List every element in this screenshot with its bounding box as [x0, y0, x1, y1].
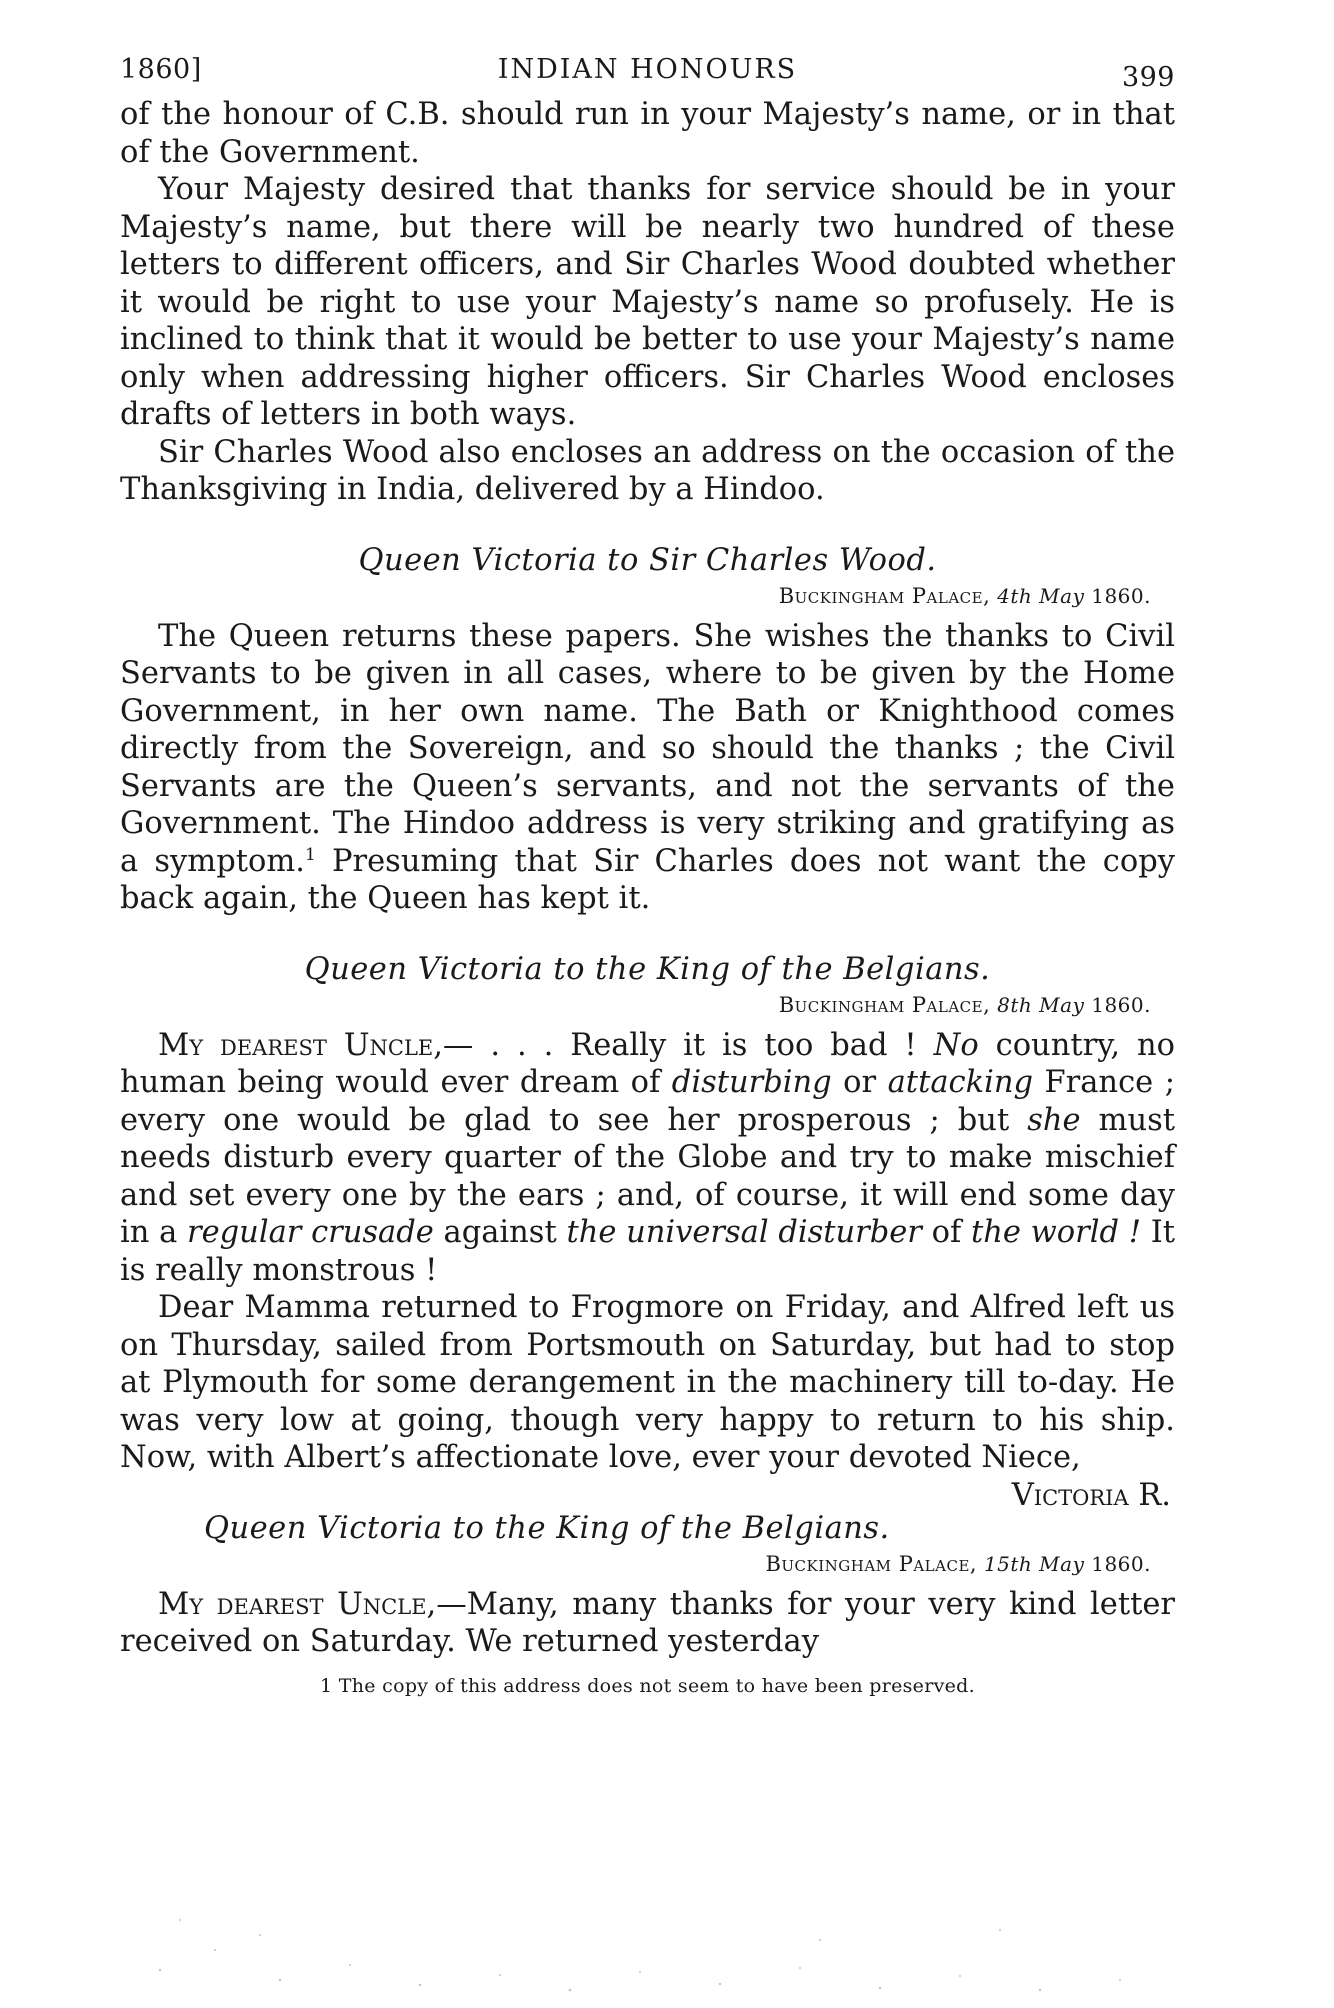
dateline-year: 1860. — [1091, 583, 1151, 608]
italic-run: disturbing — [671, 1065, 832, 1100]
letter-heading: Queen Victoria to the King of the Belgians. — [203, 1510, 890, 1546]
footnote-reference: 1 — [304, 844, 316, 865]
dateline-day: 4th — [997, 583, 1033, 608]
text-run: It is really monstrous ! — [120, 1215, 1175, 1288]
scan-noise — [120, 1880, 1180, 2000]
text-run: or — [831, 1065, 888, 1100]
salutation: My dearest Uncle,— — [158, 1027, 474, 1063]
dateline-place: Buckingham Palace, — [778, 992, 991, 1017]
dateline-day: 15th — [983, 1551, 1033, 1576]
dateline-year: 1860. — [1091, 992, 1151, 1017]
dateline-month: May — [1039, 1551, 1085, 1576]
dateline-place: Buckingham Palace, — [765, 1551, 978, 1576]
letter-dateline — [120, 993, 1151, 1017]
book-page — [120, 48, 1175, 1697]
dateline-year: 1860. — [1091, 1551, 1151, 1576]
text-run: Many, many thanks for your very kind letter received on Saturday. We returned yesterday — [120, 1586, 1175, 1659]
paragraph — [120, 1586, 1175, 1661]
running-head — [120, 48, 1175, 96]
dateline-month: May — [1039, 992, 1085, 1017]
italic-run: attacking — [887, 1065, 1033, 1100]
text-run: must needs disturb every quarter of the Globe and try to make mischief and set every one by the ears ; and, of course, it will end some day in a — [120, 1102, 1175, 1250]
italic-run: regular crusade — [187, 1215, 434, 1250]
paragraph — [120, 618, 1175, 918]
running-head-title: INDIAN HONOURS — [497, 54, 798, 85]
italic-run: the universal disturber — [566, 1215, 922, 1250]
running-head-year: 1860] — [120, 54, 202, 85]
text-run: against — [433, 1215, 567, 1250]
text-run: country, no human being would ever dream of — [120, 1027, 1175, 1100]
text-run: Dear Mamma returned to Frogmore on Friday, and Alfred left us on Thursday, sailed from Portsmouth on Saturday, but had to stop at Plymouth for some derangement in the machinery till to-day. He was very low at going, though very happy to return to his ship. Now, with Albert’s affectionate love, ever your devoted Niece, — [120, 1290, 1175, 1475]
salutation: My dearest Uncle,— — [158, 1586, 467, 1622]
letter-heading: Queen Victoria to Sir Charles Wood. — [358, 542, 937, 578]
page-number: 399 — [1121, 62, 1175, 93]
footnote — [120, 1675, 1175, 1697]
paragraph: Your Majesty desired that thanks for service should be in your Majesty’s name, but there will be nearly two hundred of these letters to different officers, and Sir Charles Wood doubted whether it would be right to use your Majesty’s name so profusely. He is inclined to think that it would be better to use your Majesty’s name only when addressing higher officers. Sir Charles Wood encloses drafts of letters in both ways. — [120, 172, 1175, 432]
italic-run: she — [1027, 1102, 1081, 1138]
text-run: . . . Really it is too bad ! — [473, 1027, 934, 1063]
footnote-marker: 1 — [320, 1674, 333, 1697]
dateline-month: May — [1039, 583, 1085, 608]
section-continued — [120, 96, 1175, 509]
text-run: The Queen returns these papers. She wishes the thanks to Civil Servants to be given in all cases, where to be given by the Home Government, in her own name. The Bath or Knighthood comes directly from the Sovereign, and so should the thanks ; the Civil Servants are the Queen’s servants, and not the servants of the Government. The Hindoo address is very striking and gratifying as a symptom. — [120, 618, 1175, 879]
signature: Victoria R. — [1011, 1477, 1171, 1513]
italic-run: the world ! — [970, 1215, 1141, 1250]
paragraph — [120, 1289, 1175, 1513]
text-run: Presuming that Sir Charles does not want the copy back again, the Queen has kept it. — [120, 843, 1175, 916]
paragraph — [120, 1027, 1175, 1290]
dateline-day: 8th — [997, 992, 1033, 1017]
letter-dateline — [120, 1552, 1151, 1576]
text-run: of — [921, 1215, 971, 1250]
letter-dateline — [120, 584, 1151, 608]
paragraph: Sir Charles Wood also encloses an address on the occasion of the Thanksgiving in India, delivered by a Hindoo. — [120, 434, 1175, 507]
letter-heading: Queen Victoria to the King of the Belgians. — [304, 951, 991, 987]
letter-body — [120, 618, 1175, 918]
letter-body — [120, 1586, 1175, 1661]
italic-run: No — [933, 1027, 979, 1063]
footnote-text: The copy of this address does not seem to have been preserved. — [332, 1674, 975, 1697]
dateline-place: Buckingham Palace, — [778, 583, 991, 608]
paragraph: of the honour of C.B. should run in your Majesty’s name, or in that of the Government. — [120, 97, 1175, 170]
text-run: France ; every one would be glad to see her prosperous ; but — [120, 1065, 1175, 1138]
letter-body — [120, 1027, 1175, 1513]
